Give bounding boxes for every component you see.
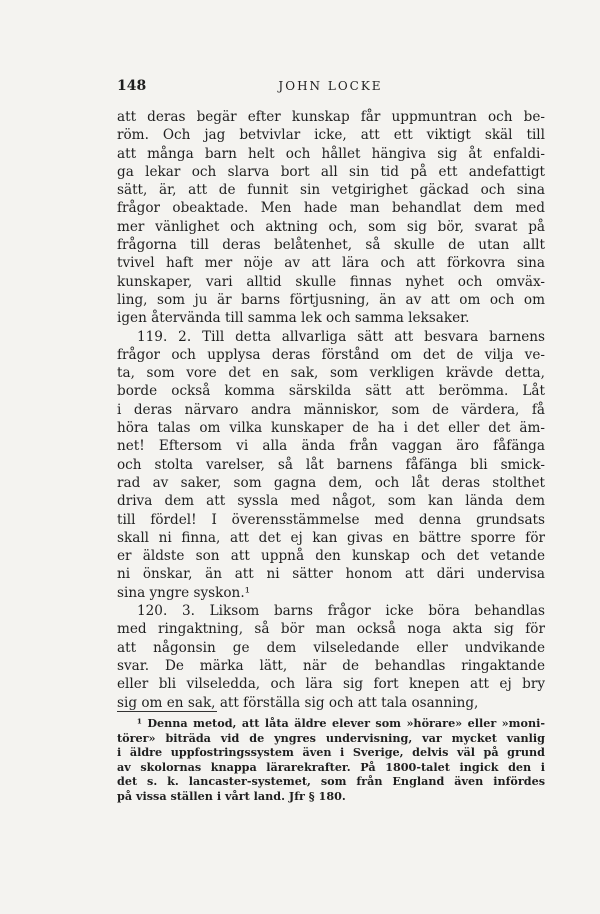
page-number: 148 xyxy=(117,78,147,94)
text-line: net! Eftersom vi alla ända från vaggan äro fåfänga xyxy=(117,438,545,455)
running-head: JOHN LOCKE xyxy=(278,79,383,93)
text-line: eller bli vilseledda, och lära sig fort knepen att ej bry xyxy=(117,676,545,693)
text-line: skall ni finna, att det ej kan givas en bättre sporre för xyxy=(117,529,545,546)
body-text xyxy=(117,108,545,712)
text-line: frågor obeaktade. Men hade man behandlat dem med xyxy=(117,200,545,217)
page-header xyxy=(117,78,544,98)
text-line: frågor och upplysa deras förstånd om det de vilja ve- xyxy=(117,346,545,363)
text-line: mer vänlighet och aktning och, som sig bör, svarat på xyxy=(117,218,545,235)
text-line: att deras begär efter kunskap får uppmuntran och be- xyxy=(117,109,545,125)
footnotes xyxy=(117,716,545,804)
text-line: 119. 2. Till detta allvarliga sätt att besvara barnens xyxy=(137,328,545,345)
text-line: ling, som ju är barns förtjusning, än av att om och om xyxy=(117,291,545,308)
text-line: ta, som vore det en sak, som verkligen krävde detta, xyxy=(117,365,545,382)
footnote-line: törer» biträda vid de yngres undervisning, var mycket vanlig xyxy=(117,730,545,745)
text-line: svar. De märka lätt, när de behandlas ringaktande xyxy=(117,657,545,674)
text-line: ga lekar och slarva bort all sin tid på ett andefattigt xyxy=(117,163,545,180)
text-line: driva dem att syssla med något, som kan lända dem xyxy=(117,493,545,510)
text-line: frågorna till deras belåtenhet, så skulle de utan allt xyxy=(117,237,545,254)
text-line: att många barn helt och hållet hängiva sig åt enfaldi- xyxy=(117,145,545,162)
text-line: ni önskar, än att ni sätter honom att däri undervisa xyxy=(117,566,545,583)
text-line: sätt, är, att de funnit sin vetgirighet gäckad och sina xyxy=(117,182,545,199)
text-line: höra talas om vilka kunskaper de ha i det eller det äm- xyxy=(117,420,545,437)
text-line: till fördel! I överensstämmelse med denna grundsats xyxy=(117,511,545,528)
text-line: sina yngre syskon.¹ xyxy=(117,584,251,601)
text-line: i deras närvaro andra människor, som de värdera, få xyxy=(117,401,545,418)
text-line: och stolta varelser, så låt barnens fåfänga bli smick- xyxy=(117,456,545,473)
text-line: er äldste son att uppnå den kunskap och det vetande xyxy=(117,548,545,565)
text-line: med ringaktning, så bör man också noga akta sig för xyxy=(117,621,545,638)
text-line: 120. 3. Liksom barns frågor icke böra behandlas xyxy=(137,603,545,620)
text-line: kunskaper, vari alltid skulle finnas nyhet och omväx- xyxy=(117,273,545,290)
footnote-line: på vissa ställen i vårt land. Jfr § 180. xyxy=(117,788,346,803)
text-line: borde också komma särskilda sätt att berömma. Låt xyxy=(117,383,545,400)
text-line: röm. Och jag betvivlar icke, att ett viktigt skäl till xyxy=(117,127,545,144)
text-line: igen återvända till samma lek och samma leksaker. xyxy=(117,310,470,327)
footnote-line: i äldre uppfostringssystem även i Sverige, delvis väl på grund xyxy=(117,745,545,760)
footnote-line: ¹ Denna metod, att låta äldre elever som »hörare» eller »moni- xyxy=(137,716,545,730)
footnote-divider xyxy=(117,711,217,712)
text-line: sig om en sak, att förställa sig och att tala osanning, xyxy=(117,694,479,711)
text-line: att någonsin ge dem vilseledande eller undvikande xyxy=(117,639,545,656)
text-line: tvivel haft mer nöje av att lära och att förkovra sina xyxy=(117,255,545,272)
text-line: rad av saker, som gagna dem, och låt deras stolthet xyxy=(117,474,545,491)
footnote-line: av skolornas knappa lärarekrafter. På 1800-talet ingick den i xyxy=(117,759,545,774)
footnote-line: det s. k. lancaster-systemet, som från England även infördes xyxy=(117,774,545,789)
